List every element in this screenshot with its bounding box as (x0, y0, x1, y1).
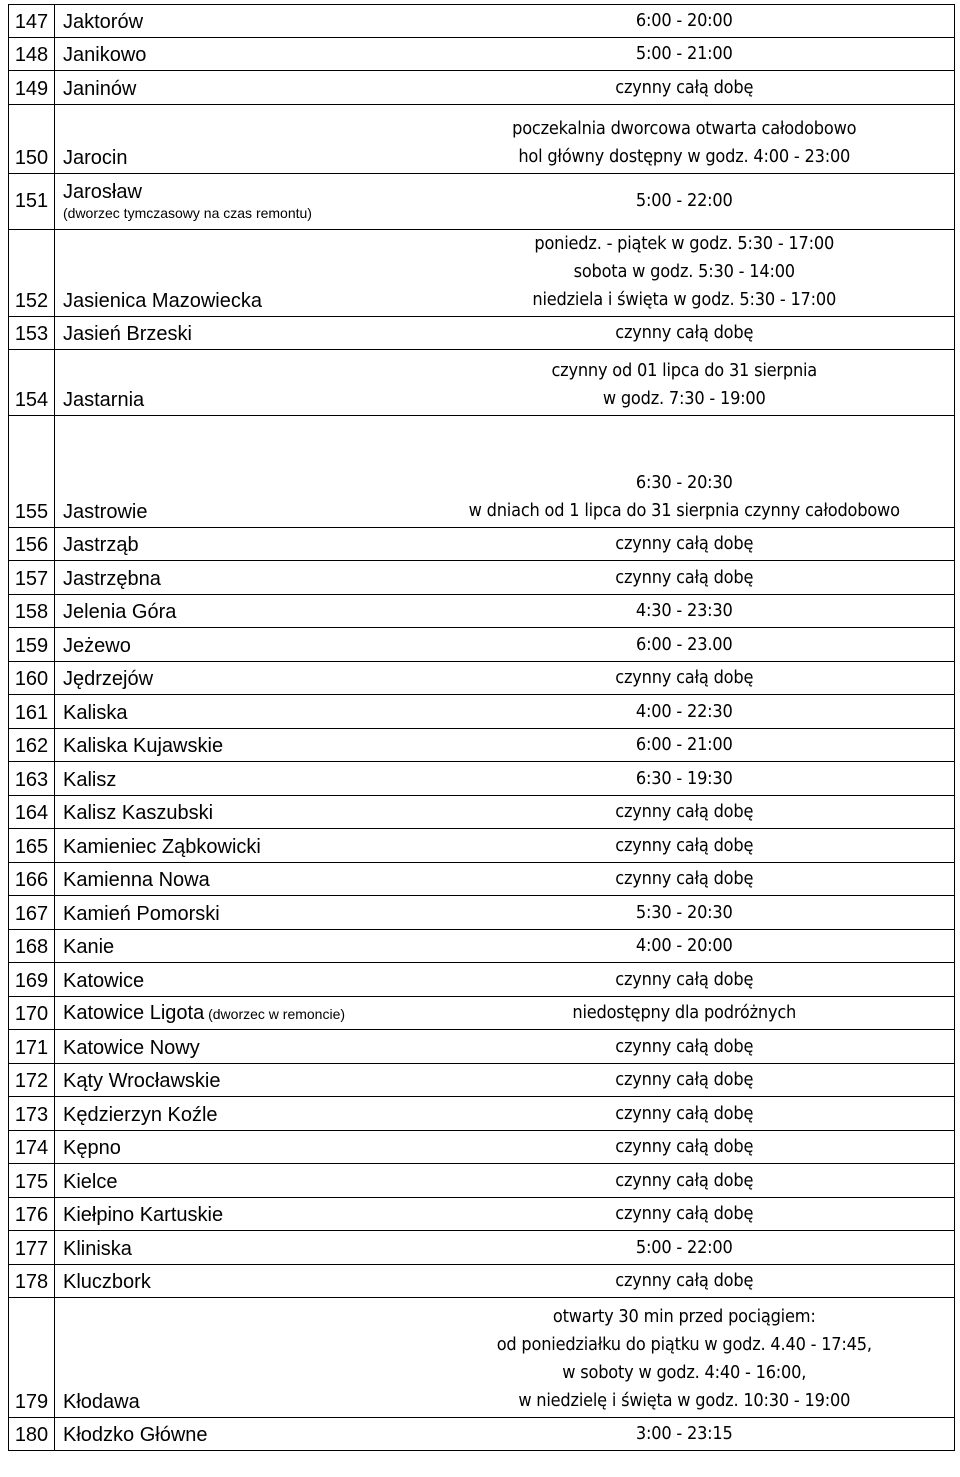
station-name-text: Kamieniec Ząbkowicki (63, 836, 261, 858)
station-name-text: Kluczbork (63, 1271, 151, 1293)
station-name (55, 1418, 415, 1451)
opening-hours (415, 762, 955, 796)
row-number: 179 (9, 1298, 55, 1418)
table-row (9, 38, 955, 71)
row-number: 155 (9, 416, 55, 528)
hours-line: 5:00 - 21:00 (635, 43, 733, 64)
hours-line: 6:30 - 19:30 (635, 768, 733, 789)
table-row (9, 561, 955, 595)
hours-line: 5:00 - 22:00 (635, 189, 733, 211)
station-name (55, 5, 415, 38)
table-row (9, 1298, 955, 1418)
table-row (9, 829, 955, 863)
row-number: 152 (9, 230, 55, 317)
table-row (9, 230, 955, 317)
opening-hours (415, 997, 955, 1030)
opening-hours (415, 628, 955, 662)
table-body (9, 5, 955, 1451)
table-row (9, 628, 955, 662)
hours-line: czynny całą dobę (615, 1136, 754, 1157)
hours-line: 6:30 - 20:30 (635, 472, 733, 493)
row-number: 174 (9, 1131, 55, 1164)
table-row (9, 595, 955, 628)
table-row (9, 317, 955, 350)
table-row (9, 5, 955, 38)
hours-line: 5:00 - 22:00 (635, 1237, 733, 1258)
row-number: 178 (9, 1265, 55, 1298)
table-row (9, 174, 955, 230)
station-name-text: Jarosław (63, 181, 142, 203)
table-row (9, 528, 955, 561)
table-row (9, 863, 955, 896)
table-row (9, 963, 955, 997)
station-name (55, 1064, 415, 1097)
table-row (9, 997, 955, 1030)
opening-hours (415, 1298, 955, 1418)
station-name-text: Janikowo (63, 44, 147, 66)
station-name-text: Jelenia Góra (63, 601, 177, 623)
station-name-text: Kaliska (63, 702, 128, 724)
opening-hours (415, 829, 955, 863)
station-name (55, 628, 415, 662)
row-number: 156 (9, 528, 55, 561)
station-name-text: Jastarnia (63, 389, 145, 411)
opening-hours (415, 1418, 955, 1451)
row-number: 161 (9, 695, 55, 729)
row-number: 170 (9, 997, 55, 1030)
row-number: 172 (9, 1064, 55, 1097)
station-name-text: Jędrzejów (63, 668, 154, 690)
station-name-text: Jaktorów (63, 11, 144, 33)
station-name-text: Jastrząb (63, 534, 139, 556)
hours-line: czynny całą dobę (615, 868, 754, 889)
station-name (55, 729, 415, 762)
station-name (55, 796, 415, 829)
station-name (55, 662, 415, 695)
station-name-text: Kalisz (63, 769, 117, 791)
station-name (55, 350, 415, 416)
table-row (9, 1231, 955, 1265)
hours-line: czynny całą dobę (615, 969, 754, 990)
station-name-text: Kępno (63, 1137, 121, 1159)
opening-hours (415, 1265, 955, 1298)
station-name-text: Katowice Nowy (63, 1037, 200, 1059)
hours-line: czynny całą dobę (615, 322, 754, 343)
row-number: 167 (9, 896, 55, 930)
station-name-text: Kamień Pomorski (63, 903, 220, 925)
row-number: 164 (9, 796, 55, 829)
opening-hours (415, 1131, 955, 1164)
opening-hours (415, 963, 955, 997)
hours-line: hol główny dostępny w godz. 4:00 - 23:00 (518, 146, 851, 167)
station-name (55, 1131, 415, 1164)
row-number: 175 (9, 1164, 55, 1198)
row-number: 176 (9, 1198, 55, 1231)
row-number: 177 (9, 1231, 55, 1265)
station-name-suffix: (dworzec w remoncie) (204, 1006, 346, 1022)
hours-line: 6:00 - 23.00 (636, 634, 733, 655)
hours-line: w godz. 7:30 - 19:00 (602, 388, 766, 409)
table-row (9, 71, 955, 105)
row-number: 150 (9, 105, 55, 174)
station-name (55, 930, 415, 963)
hours-line: sobota w godz. 5:30 - 14:00 (573, 261, 795, 282)
station-name (55, 1198, 415, 1231)
hours-line: czynny całą dobę (615, 1170, 754, 1191)
station-name-text: Jarocin (63, 147, 128, 169)
row-number: 160 (9, 662, 55, 695)
station-name (55, 863, 415, 896)
opening-hours (415, 38, 955, 71)
row-number: 165 (9, 829, 55, 863)
station-name (55, 561, 415, 595)
opening-hours (415, 5, 955, 38)
hours-line: czynny całą dobę (615, 835, 754, 856)
station-name (55, 1231, 415, 1265)
table-row (9, 416, 955, 528)
hours-line: niedziela i święta w godz. 5:30 - 17:00 (532, 289, 837, 310)
station-name-text: Kędzierzyn Koźle (63, 1104, 218, 1126)
hours-line: w dniach od 1 lipca do 31 sierpnia czynny całodobowo (468, 500, 900, 521)
hours-line: poniedz. - piątek w godz. 5:30 - 17:00 (534, 233, 835, 254)
station-name-text: Kanie (63, 936, 115, 958)
opening-hours (415, 1097, 955, 1131)
station-name (55, 416, 415, 528)
station-name-text: Jastrzębna (63, 568, 161, 590)
station-name (55, 963, 415, 997)
station-name-text: Janinów (63, 78, 137, 100)
station-name (55, 1298, 415, 1418)
opening-hours (415, 1164, 955, 1198)
table-row (9, 1097, 955, 1131)
hours-line: 4:00 - 22:30 (635, 701, 733, 722)
station-name (55, 105, 415, 174)
table-row (9, 1131, 955, 1164)
opening-hours (415, 729, 955, 762)
row-number: 166 (9, 863, 55, 896)
hours-line: 6:00 - 21:00 (635, 734, 733, 755)
table-row (9, 930, 955, 963)
table-row (9, 1064, 955, 1097)
station-name (55, 71, 415, 105)
station-name (55, 38, 415, 71)
station-name-text: Kliniska (63, 1238, 132, 1260)
table-row (9, 105, 955, 174)
row-number: 154 (9, 350, 55, 416)
station-name-text: Kaliska Kujawskie (63, 735, 224, 757)
row-number: 168 (9, 930, 55, 963)
station-name (55, 695, 415, 729)
station-name (55, 762, 415, 796)
hours-line: czynny całą dobę (615, 567, 754, 588)
table-row (9, 762, 955, 796)
table-row (9, 896, 955, 930)
station-name (55, 230, 415, 317)
hours-line: niedostępny dla podróżnych (572, 1002, 797, 1023)
table-row (9, 1418, 955, 1451)
station-name-text: Katowice Ligota (63, 1002, 205, 1024)
table-row (9, 1198, 955, 1231)
station-name-text: Kamienna Nowa (63, 869, 210, 891)
hours-line: 4:30 - 23:30 (635, 600, 733, 621)
row-number: 162 (9, 729, 55, 762)
station-name (55, 1097, 415, 1131)
station-name-text: Jastrowie (63, 501, 148, 523)
opening-hours (415, 71, 955, 105)
table-row (9, 729, 955, 762)
hours-line: czynny całą dobę (615, 533, 754, 554)
station-note: (dworzec tymczasowy na czas remontu) (63, 205, 312, 221)
station-name-text: Jasienica Mazowiecka (63, 290, 262, 312)
row-number: 171 (9, 1030, 55, 1064)
opening-hours (415, 1030, 955, 1064)
opening-hours (415, 561, 955, 595)
opening-hours (415, 1231, 955, 1265)
station-name-text: Kielce (63, 1171, 118, 1193)
station-name-text: Kiełpino Kartuskie (63, 1204, 224, 1226)
row-number: 153 (9, 317, 55, 350)
opening-hours (415, 230, 955, 317)
row-number: 169 (9, 963, 55, 997)
row-number: 180 (9, 1418, 55, 1451)
hours-line: czynny całą dobę (615, 1103, 754, 1124)
opening-hours (415, 930, 955, 963)
opening-hours (415, 863, 955, 896)
hours-line: czynny całą dobę (615, 667, 754, 688)
opening-hours (415, 1198, 955, 1231)
opening-hours (415, 174, 955, 230)
row-number: 157 (9, 561, 55, 595)
hours-line: 3:00 - 23:15 (635, 1423, 733, 1444)
opening-hours (415, 528, 955, 561)
station-name-text: Katowice (63, 970, 145, 992)
row-number: 158 (9, 595, 55, 628)
station-name (55, 174, 415, 230)
hours-line: otwarty 30 min przed pociągiem: (552, 1306, 816, 1327)
station-name (55, 528, 415, 561)
table-row (9, 796, 955, 829)
table-row (9, 1164, 955, 1198)
opening-hours (415, 695, 955, 729)
table-row (9, 1030, 955, 1064)
station-name-text: Kąty Wrocławskie (63, 1070, 221, 1092)
hours-line: w soboty w godz. 4:40 - 16:00, (562, 1362, 807, 1383)
hours-line: 4:00 - 20:00 (635, 935, 733, 956)
hours-line: 5:30 - 20:30 (635, 902, 733, 923)
hours-line: czynny całą dobę (615, 1270, 754, 1291)
station-name (55, 595, 415, 628)
station-name (55, 829, 415, 863)
hours-line: czynny całą dobę (615, 77, 754, 98)
row-number: 151 (9, 174, 55, 230)
station-name (55, 997, 415, 1030)
opening-hours (415, 416, 955, 528)
hours-line: czynny całą dobę (615, 1203, 754, 1224)
table-row (9, 350, 955, 416)
station-name (55, 1265, 415, 1298)
opening-hours (415, 1064, 955, 1097)
row-number: 149 (9, 71, 55, 105)
hours-line: czynny całą dobę (615, 801, 754, 822)
hours-line: poczekalnia dworcowa otwarta całodobowo (512, 118, 857, 139)
hours-line: czynny od 01 lipca do 31 sierpnia (551, 360, 818, 381)
opening-hours (415, 595, 955, 628)
opening-hours (415, 317, 955, 350)
station-name-text: Kłodawa (63, 1391, 140, 1413)
hours-line: czynny całą dobę (615, 1036, 754, 1057)
table-row (9, 695, 955, 729)
table-row (9, 1265, 955, 1298)
station-name-text: Jeżewo (63, 635, 131, 657)
hours-line: od poniedziałku do piątku w godz. 4.40 - 17:45, (496, 1334, 872, 1355)
row-number: 159 (9, 628, 55, 662)
row-number: 147 (9, 5, 55, 38)
table-row (9, 662, 955, 695)
opening-hours (415, 105, 955, 174)
station-hours-table (8, 4, 955, 1451)
hours-line: 6:00 - 20:00 (635, 10, 733, 31)
station-name (55, 896, 415, 930)
row-number: 173 (9, 1097, 55, 1131)
station-name (55, 1164, 415, 1198)
opening-hours (415, 796, 955, 829)
opening-hours (415, 896, 955, 930)
station-name-text: Kłodzko Główne (63, 1424, 208, 1446)
station-name (55, 1030, 415, 1064)
station-name-text: Kalisz Kaszubski (63, 802, 214, 824)
station-name-text: Jasień Brzeski (63, 323, 192, 345)
hours-line: czynny całą dobę (615, 1069, 754, 1090)
opening-hours (415, 350, 955, 416)
station-name (55, 317, 415, 350)
opening-hours (415, 662, 955, 695)
row-number: 148 (9, 38, 55, 71)
hours-line: w niedzielę i święta w godz. 10:30 - 19:00 (518, 1390, 851, 1411)
row-number: 163 (9, 762, 55, 796)
